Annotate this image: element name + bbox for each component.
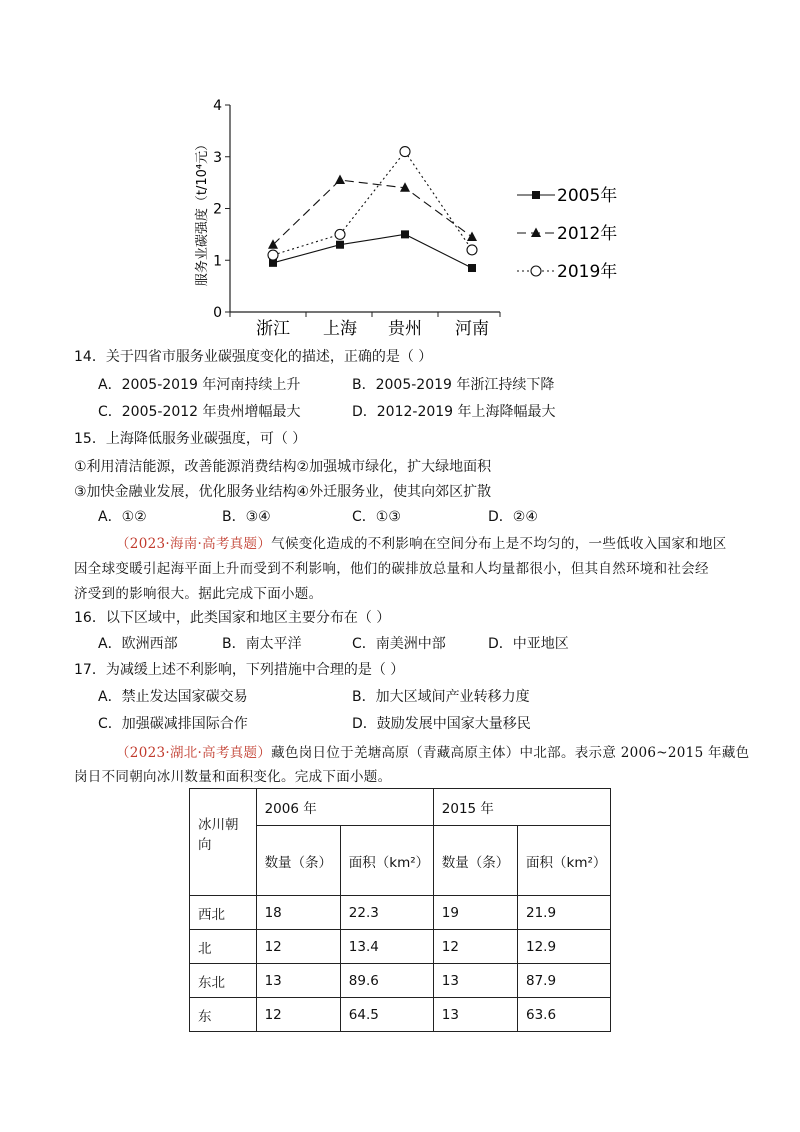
passage2-line1 bbox=[116, 741, 749, 761]
q14-option-a[interactable]: A．2005-2019 年河南持续上升 bbox=[98, 377, 301, 393]
table-cell: 12 bbox=[433, 930, 517, 964]
q15-statements-2: ③加快金融业发展，优化服务业结构④外迁服务业，使其向郊区扩散 bbox=[74, 484, 492, 500]
q14-option-b[interactable]: B．2005-2019 年浙江持续下降 bbox=[352, 377, 555, 393]
q17-stem: 17．为减缓上述不利影响，下列措施中合理的是（ ） bbox=[74, 662, 405, 678]
series-line-2012年 bbox=[273, 180, 472, 245]
passage1-line2: 因全球变暖引起海平面上升而受到不利影响，他们的碳排放总量和人均量都很小，但其自然环境和社会经 bbox=[74, 561, 709, 577]
q17-option-b[interactable]: B．加大区域间产业转移力度 bbox=[352, 689, 530, 705]
table-cell: 63.6 bbox=[518, 998, 611, 1032]
q16-stem: 16．以下区域中，此类国家和地区主要分布在（ ） bbox=[74, 610, 391, 626]
passage1-line1 bbox=[116, 532, 727, 552]
y-tick-label: 4 bbox=[213, 98, 222, 114]
q15-option-d[interactable]: D．②④ bbox=[488, 509, 538, 525]
table-header-area-2015: 面积（km²） bbox=[518, 826, 611, 896]
q14-stem: 14．关于四省市服务业碳强度变化的描述，正确的是（ ） bbox=[74, 349, 433, 365]
chart-y-axis-label: 服务业碳强度（t/10⁴元） bbox=[195, 137, 210, 287]
q17-option-a[interactable]: A．禁止发达国家碳交易 bbox=[98, 689, 248, 705]
table-cell: 12 bbox=[256, 998, 340, 1032]
legend-label-2019年: 2019年 bbox=[557, 262, 618, 282]
q16-option-c[interactable]: C．南美洲中部 bbox=[352, 636, 446, 652]
legend-marker-2005年 bbox=[532, 191, 540, 199]
table-cell-direction: 东 bbox=[190, 998, 257, 1032]
passage2-text-1: 藏色岗日位于羌塘高原（青藏高原主体）中北部。表示意 2006~2015 年藏色 bbox=[271, 745, 750, 761]
y-tick-label: 0 bbox=[213, 305, 222, 321]
data-point-2005年-上海 bbox=[336, 241, 344, 249]
table-cell: 21.9 bbox=[518, 896, 611, 930]
q17-option-c[interactable]: C．加强碳减排国际合作 bbox=[98, 716, 248, 732]
table-cell: 22.3 bbox=[340, 896, 433, 930]
glacier-table bbox=[189, 788, 611, 1032]
table-header-orientation: 冰川朝向 bbox=[190, 789, 257, 896]
chart-axes bbox=[213, 98, 500, 339]
x-tick-label: 河南 bbox=[455, 319, 489, 339]
table-cell-direction: 西北 bbox=[190, 896, 257, 930]
table-cell: 13.4 bbox=[340, 930, 433, 964]
passage2-source: （2023·湖北·高考真题） bbox=[116, 745, 272, 761]
table-row bbox=[190, 998, 611, 1032]
legend-label-2012年: 2012年 bbox=[557, 224, 618, 244]
legend-label-2005年: 2005年 bbox=[557, 186, 618, 206]
q16-option-d[interactable]: D．中亚地区 bbox=[488, 636, 569, 652]
q15-stem: 15．上海降低服务业碳强度，可（ ） bbox=[74, 431, 307, 447]
q14-option-d[interactable]: D．2012-2019 年上海降幅最大 bbox=[352, 404, 556, 420]
q15-statements-1: ①利用清洁能源，改善能源消费结构②加强城市绿化，扩大绿地面积 bbox=[74, 459, 492, 475]
legend-marker-2012年 bbox=[531, 228, 541, 238]
q16-option-a[interactable]: A．欧洲西部 bbox=[98, 636, 178, 652]
passage1-text-1: 气候变化造成的不利影响在空间分布上是不均匀的，一些低收入国家和地区 bbox=[271, 536, 727, 552]
data-point-2005年-贵州 bbox=[401, 230, 409, 238]
table-header-count-2006: 数量（条） bbox=[256, 826, 340, 896]
table-header-count-2015: 数量（条） bbox=[433, 826, 517, 896]
x-tick-label: 浙江 bbox=[256, 319, 290, 339]
table-header-area-2006: 面积（km²） bbox=[340, 826, 433, 896]
table-header-2006: 2006 年 bbox=[256, 789, 433, 826]
data-point-2019年-上海 bbox=[335, 229, 345, 239]
table-row bbox=[190, 964, 611, 998]
legend-marker-2019年 bbox=[531, 266, 541, 276]
y-tick-label: 1 bbox=[213, 253, 222, 270]
passage2-line2: 岗日不同朝向冰川数量和面积变化。完成下面小题。 bbox=[74, 769, 392, 785]
table-cell: 12 bbox=[256, 930, 340, 964]
table-cell: 13 bbox=[256, 964, 340, 998]
q17-option-d[interactable]: D．鼓励发展中国家大量移民 bbox=[352, 716, 531, 732]
q16-option-b[interactable]: B．南太平洋 bbox=[222, 636, 302, 652]
table-header-2015: 2015 年 bbox=[433, 789, 610, 826]
data-point-2012年-上海 bbox=[335, 175, 345, 185]
table-cell: 13 bbox=[433, 998, 517, 1032]
data-point-2005年-河南 bbox=[468, 264, 476, 272]
table-cell-direction: 东北 bbox=[190, 964, 257, 998]
table-cell: 64.5 bbox=[340, 998, 433, 1032]
table-cell-direction: 北 bbox=[190, 930, 257, 964]
table-row bbox=[190, 930, 611, 964]
data-point-2019年-贵州 bbox=[400, 147, 410, 157]
data-point-2019年-河南 bbox=[467, 245, 477, 255]
series-line-2005年 bbox=[273, 234, 472, 268]
q15-option-a[interactable]: A．①② bbox=[98, 509, 147, 525]
chart-legend bbox=[517, 185, 617, 282]
table-cell: 13 bbox=[433, 964, 517, 998]
data-point-2012年-河南 bbox=[467, 231, 477, 241]
carbon-intensity-line-chart bbox=[0, 0, 800, 340]
q15-option-c[interactable]: C．①③ bbox=[352, 509, 401, 525]
q15-option-b[interactable]: B．③④ bbox=[222, 509, 271, 525]
x-tick-label: 上海 bbox=[323, 319, 357, 339]
data-point-2019年-浙江 bbox=[268, 250, 278, 260]
q14-option-c[interactable]: C．2005-2012 年贵州增幅最大 bbox=[98, 404, 301, 420]
y-tick-label: 3 bbox=[213, 149, 222, 166]
passage1-line3: 济受到的影响很大。据此完成下面小题。 bbox=[74, 586, 323, 602]
table-cell: 19 bbox=[433, 896, 517, 930]
table-cell: 18 bbox=[256, 896, 340, 930]
x-tick-label: 贵州 bbox=[388, 319, 422, 339]
table-row bbox=[190, 896, 611, 930]
chart-series-group bbox=[268, 147, 477, 272]
table-cell: 87.9 bbox=[518, 964, 611, 998]
y-tick-label: 2 bbox=[213, 201, 222, 218]
passage1-source: （2023·海南·高考真题） bbox=[116, 536, 272, 552]
table-cell: 89.6 bbox=[340, 964, 433, 998]
table-cell: 12.9 bbox=[518, 930, 611, 964]
